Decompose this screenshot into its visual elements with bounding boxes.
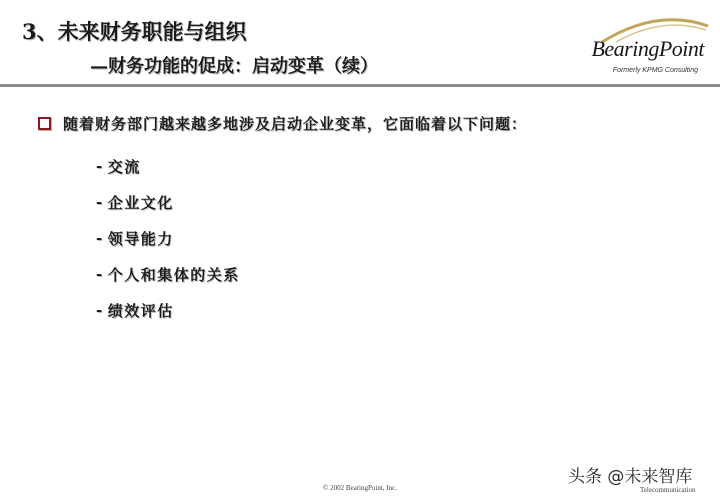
list-item-label: 企业文化 xyxy=(107,193,174,212)
list-item: - 企业文化 xyxy=(96,193,174,212)
issue-list xyxy=(96,148,240,328)
list-item-label: 领导能力 xyxy=(107,229,174,248)
list-item-label: 交流 xyxy=(107,157,141,176)
logo-name: BearingPoint xyxy=(591,36,704,61)
watermark-text: 头条 @未来智库 xyxy=(568,467,693,487)
list-item: - 交流 xyxy=(96,157,141,176)
intro-line xyxy=(38,113,527,134)
slide-title: 3、未来财务职能与组织 xyxy=(22,19,247,44)
logo-tagline: Formerly KPMG Consulting xyxy=(612,67,698,74)
header-divider xyxy=(0,84,720,87)
bearingpoint-logo xyxy=(572,14,712,82)
footer-right-text: Telecommunication xyxy=(640,486,696,494)
list-item-label: 个人和集体的关系 xyxy=(107,265,240,284)
square-bullet-icon xyxy=(38,117,51,130)
intro-text: 随着财务部门越来越多地涉及启动企业变革，它面临着以下问题： xyxy=(63,115,528,133)
slide-subtitle: —财务功能的促成：启动变革（续） xyxy=(90,56,378,77)
list-item: - 绩效评估 xyxy=(96,301,174,320)
list-item: - 领导能力 xyxy=(96,229,174,248)
list-item: - 个人和集体的关系 xyxy=(96,265,240,284)
list-item-label: 绩效评估 xyxy=(107,301,174,320)
copyright-text: © 2002 BearingPoint, Inc. xyxy=(323,484,397,492)
